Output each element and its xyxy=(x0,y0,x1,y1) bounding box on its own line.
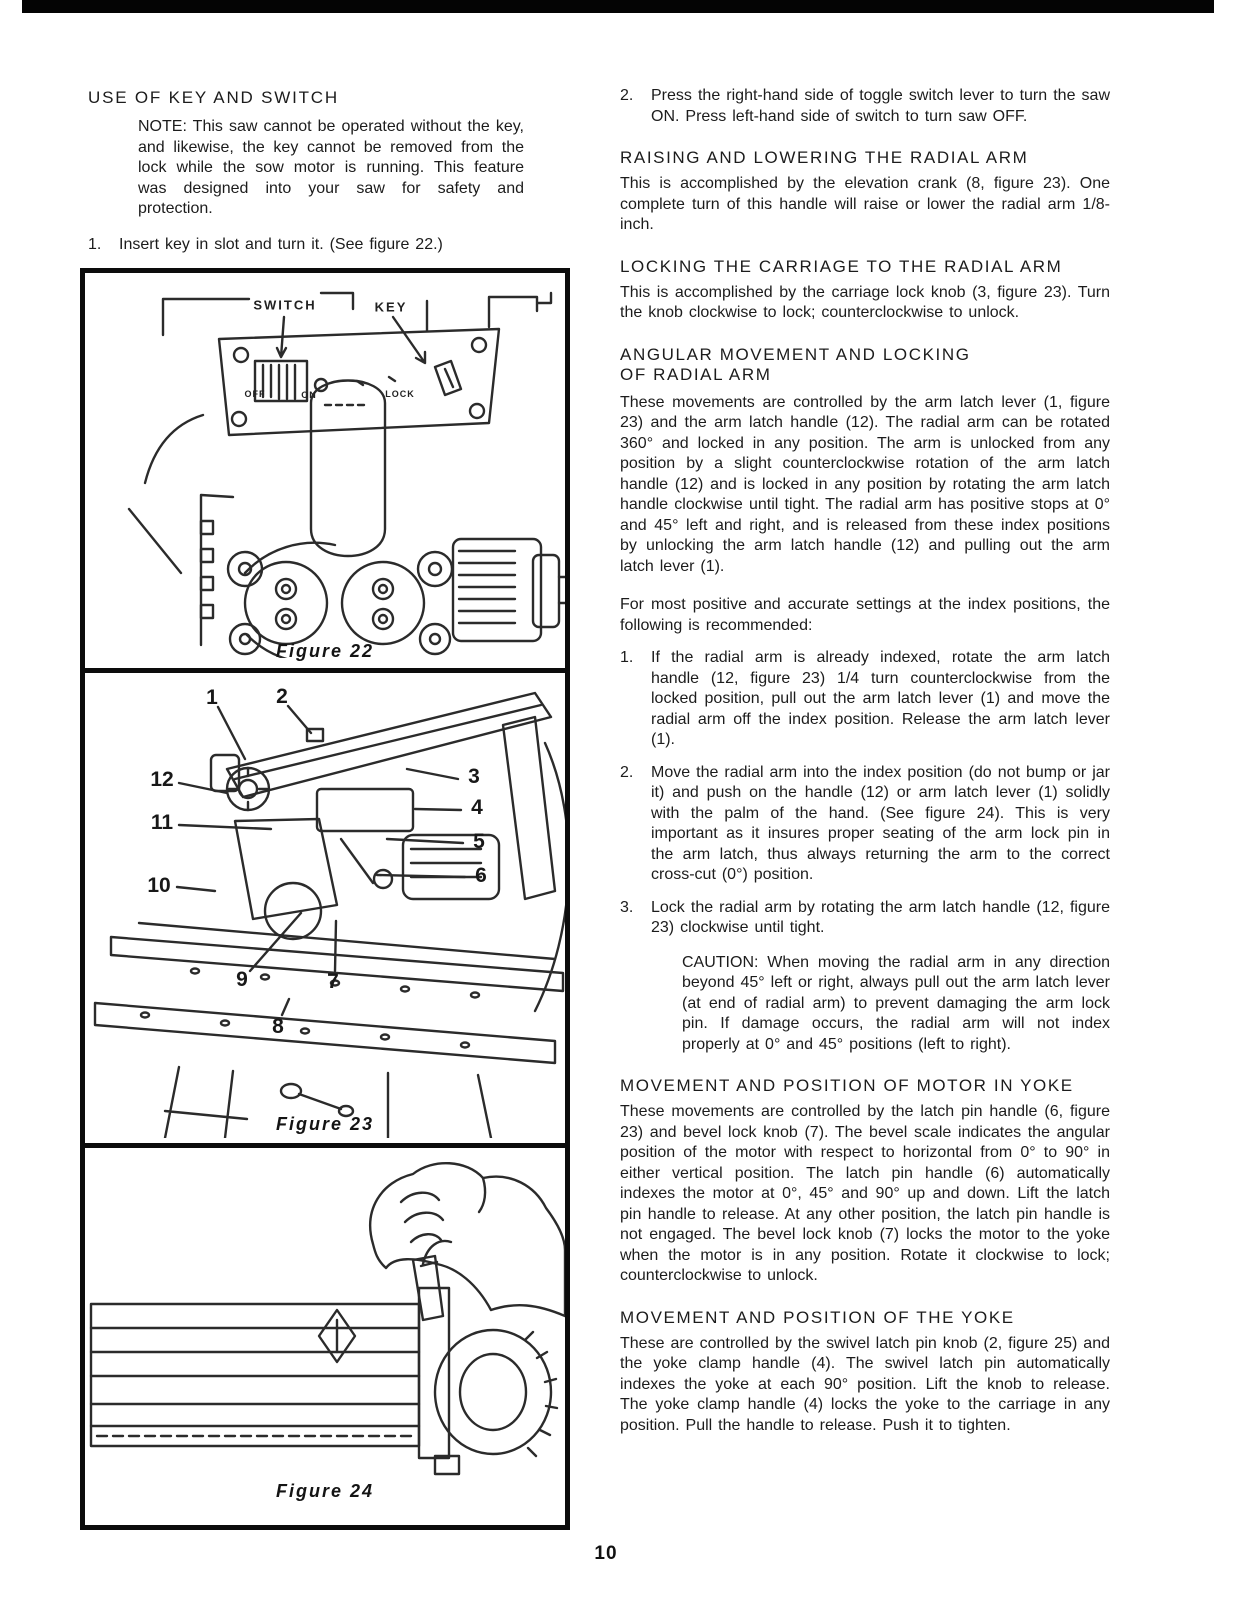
locking-carriage-body: This is accomplished by the carriage lock knob (3, figure 23). Turn the knob clockwise to lock; counterclockwise to unlock. xyxy=(620,283,1110,321)
fig22-label-on: ON xyxy=(301,390,317,400)
fig23-callout-3: 3 xyxy=(468,765,480,788)
fig23-callout-6: 6 xyxy=(475,864,487,887)
recommend-step-2 xyxy=(620,763,1110,886)
fig23-callout-5: 5 xyxy=(473,830,485,853)
list-item-text: Move the radial arm into the index position (do not bump or jar it) and push on the handle (12) or arm latch lever (1) solidly with the palm of the hand. (See figure 24). This is very important as it insures proper seating of the arm lock pin in the arm latch, thus always returning the arm to the correct cross-cut (0°) position. xyxy=(651,763,1110,883)
fig23-callout-10: 10 xyxy=(147,874,171,897)
list-marker: 2. xyxy=(620,763,634,781)
fig23-callout-11: 11 xyxy=(150,811,174,834)
figure-24 xyxy=(85,1143,565,1520)
fig22-label-switch: SWITCH xyxy=(253,297,317,313)
figure-stack xyxy=(80,268,570,1530)
fig23-callout-2: 2 xyxy=(276,685,288,708)
fig23-callout-7: 7 xyxy=(327,970,339,993)
recommend-step-1 xyxy=(620,648,1110,751)
note-paragraph: NOTE: This saw cannot be operated without the key, and likewise, the key cannot be removed from the lock while the sow motor is running. This feature was designed into your saw for safety and protection. xyxy=(138,118,524,217)
list-item-text: If the radial arm is already indexed, rotate the arm latch handle (12, figure 23) 1/4 turn counterclockwise from the locked position, pull out the arm latch lever (1) and move the radial arm off the index position. Release the arm latch lever (1). xyxy=(651,649,1110,748)
figure-22 xyxy=(85,273,565,668)
scan-edge-artifact xyxy=(22,0,1214,13)
right-column xyxy=(620,86,1110,1436)
list-marker: 1. xyxy=(620,649,634,666)
fig23-callout-9: 9 xyxy=(236,968,248,991)
list-marker: 3. xyxy=(620,898,634,916)
fig24-caption: Figure 24 xyxy=(275,1481,375,1501)
motor-in-yoke-body: These movements are controlled by the latch pin handle (6, figure 23) and bevel lock knob (7). The bevel scale indicates the angular position of the motor with respect to horizontal from 0° to 90° in either vertical position. The latch pin handle (6) automatically indexes the motor at 0°, 45° and 90° up and down. Lift the latch pin handle to release. At any other position, the latch pin handle is not engaged. The bevel lock knob (7) locks the motor to the yoke when the motor is in any position. Rotate it clockwise to lock; counterclockwise to unlock. xyxy=(620,1103,1110,1284)
list-item-text: Lock the radial arm by rotating the arm latch handle (12, figure 23) clockwise until tight. xyxy=(651,898,1110,936)
list-marker: 2. xyxy=(620,87,634,104)
figure24-drawing xyxy=(85,1148,565,1515)
fig22-label-lock: LOCK xyxy=(385,389,415,399)
fig23-callout-4: 4 xyxy=(471,796,483,819)
figure23-drawing xyxy=(85,673,565,1138)
section-title-key-switch: USE OF KEY AND SWITCH xyxy=(88,88,339,107)
figure22-drawing xyxy=(85,273,565,658)
list-item-toggle-switch xyxy=(620,86,1110,127)
recommend-step-3 xyxy=(620,898,1110,939)
fig23-caption: Figure 23 xyxy=(275,1114,375,1134)
fig23-callout-8: 8 xyxy=(272,1015,284,1038)
recommend-intro: For most positive and accurate settings at the index positions, the following is recommended: xyxy=(620,596,1110,634)
fig22-caption: Figure 22 xyxy=(275,641,375,661)
fig22-label-key: KEY xyxy=(374,299,408,315)
fig22-label-off: OFF xyxy=(244,389,266,399)
raising-body: This is accomplished by the elevation crank (8, figure 23). One complete turn of this handle will raise or lower the radial arm 1/8-inch. xyxy=(620,175,1110,233)
heading-raising-lowering: RAISING AND LOWERING THE RADIAL ARM xyxy=(620,148,1029,167)
heading-locking-carriage: LOCKING THE CARRIAGE TO THE RADIAL ARM xyxy=(620,256,1063,276)
caution-paragraph: CAUTION: When moving the radial arm in any direction beyond 45° left or right, always pull out the arm latch lever (at end of radial arm) to prevent damaging the arm lock pin. If damage occurs, the radial arm will not index properly at 0° and 45° positions (left to right). xyxy=(682,953,1110,1053)
figure-23 xyxy=(85,668,565,1143)
list-marker: 1. xyxy=(88,235,102,253)
list-item-text: Press the right-hand side of toggle switch lever to turn the saw ON. Press left-hand side of switch to turn saw OFF. xyxy=(651,87,1110,125)
heading-angular-line1: ANGULAR MOVEMENT AND LOCKING xyxy=(620,344,971,364)
position-yoke-body: These are controlled by the swivel latch pin knob (2, figure 25) and the yoke clamp handle (4). The swivel latch pin automatically indexes the yoke at each 90° position. Lift the knob to release. The yoke clamp handle (4) locks the yoke to the carriage in any position. Pull the handle to release. Push it to tighten. xyxy=(620,1334,1110,1434)
angular-body: These movements are controlled by the arm latch lever (1, figure 23) and the arm latch handle (12). The radial arm can be rotated 360° and locked in any position. The arm is unlocked from any position by a slight counterclockwise rotation of the arm latch handle (12) and is locked in any position by rotating the arm latch handle clockwise until tight. The radial arm has positive stops at 0° and 45° left and right, and is released from these index positions by unlocking the arm latch handle (12) and pulling out the arm latch lever (1). xyxy=(620,393,1110,575)
heading-angular-line2: OF RADIAL ARM xyxy=(620,364,772,384)
page-number: 10 xyxy=(594,1543,618,1564)
fig23-callout-12: 12 xyxy=(150,768,174,791)
heading-motor-in-yoke: MOVEMENT AND POSITION OF MOTOR IN YOKE xyxy=(620,1076,1074,1095)
left-column xyxy=(88,88,532,255)
fig23-callout-1: 1 xyxy=(206,686,218,709)
list-item-insert-key xyxy=(88,235,532,256)
list-item-text: Insert key in slot and turn it. (See figure 22.) xyxy=(119,235,443,253)
heading-position-yoke: MOVEMENT AND POSITION OF THE YOKE xyxy=(620,1307,1015,1327)
